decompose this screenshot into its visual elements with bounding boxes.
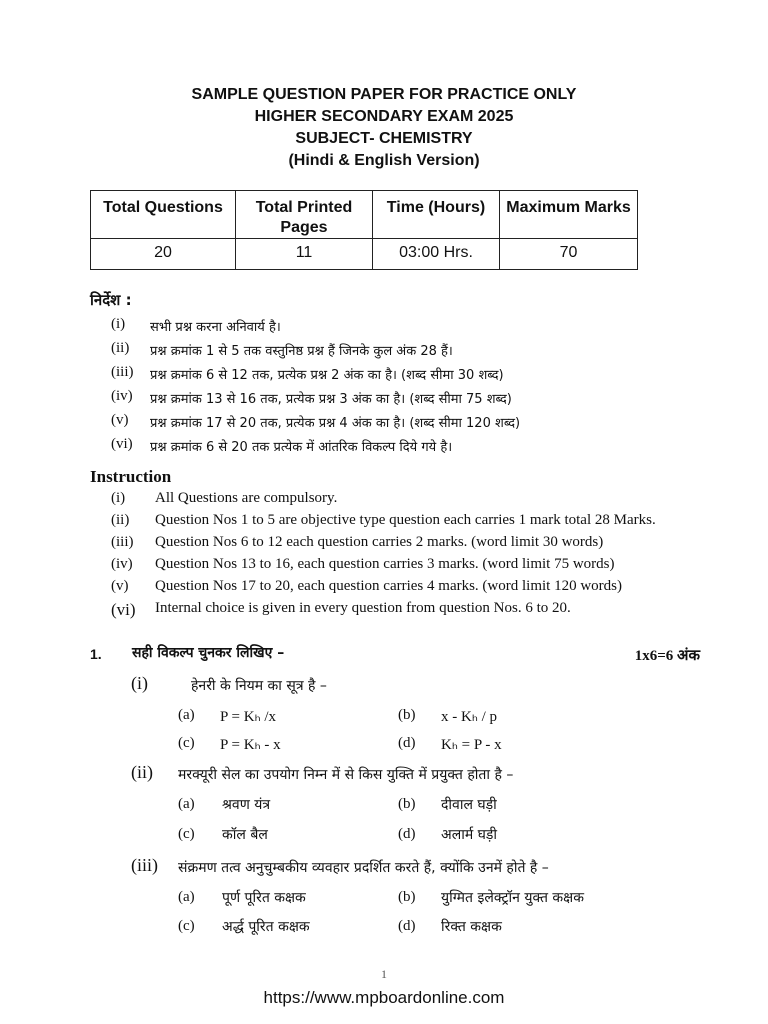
header-line-4: (Hindi & English Version): [288, 152, 480, 169]
exam-summary-table: [90, 190, 638, 270]
hindi-item-num: (ii): [111, 340, 130, 356]
option-label: (b): [398, 889, 416, 905]
paper-header: [0, 84, 768, 172]
option-text: दीवाल घड़ी: [441, 797, 497, 813]
max-marks-header: Maximum Marks: [500, 191, 638, 239]
hindi-item-num: (iii): [111, 364, 134, 380]
hindi-instructions-title: निर्देश :: [90, 291, 132, 309]
max-marks-value: 70: [500, 239, 638, 270]
english-item-text: Question Nos 13 to 16, each question carries 3 marks. (word limit 75 words): [155, 556, 615, 572]
option-text: Kₕ = P - x: [441, 737, 502, 753]
question-title: सही विकल्प चुनकर लिखिए –: [132, 645, 285, 661]
sub-question-text: संक्रमण तत्व अनुचुम्बकीय व्यवहार प्रदर्शित करते हैं, क्योंकि उनमें होते है –: [178, 860, 549, 876]
english-item-text: Question Nos 1 to 5 are objective type question each carries 1 mark total 28 Marks.: [155, 512, 656, 528]
option-text: कॉल बैल: [222, 827, 268, 843]
option-label: (b): [398, 796, 416, 812]
total-pages-value: 11: [236, 239, 373, 270]
hindi-item-num: (iv): [111, 388, 133, 404]
option-label: (b): [398, 707, 416, 723]
english-instructions-title: Instruction: [90, 467, 172, 486]
question-number: 1.: [90, 646, 102, 662]
question-marks: 1x6=6 अंक: [634, 648, 700, 664]
english-item-text: Question Nos 17 to 20, each question carries 4 marks. (word limit 120 words): [155, 578, 622, 594]
total-pages-header: Total Printed Pages: [236, 191, 373, 239]
sub-question-text: हेनरी के नियम का सूत्र है –: [191, 678, 327, 694]
sub-question-number: (iii): [131, 855, 158, 875]
sub-question-number: (i): [131, 673, 148, 693]
english-item-num: (vi): [111, 600, 136, 619]
total-questions-value: 20: [91, 239, 236, 270]
option-label: (c): [178, 918, 195, 934]
time-header: Time (Hours): [373, 191, 500, 239]
option-text: पूर्ण पूरित कक्षक: [222, 890, 306, 906]
option-text: युग्मित इलेक्ट्रॉन युक्त कक्षक: [441, 890, 584, 906]
hindi-item-text: प्रश्न क्रमांक 6 से 12 तक, प्रत्येक प्रश्न 2 अंक का है। (शब्द सीमा 30 शब्द): [150, 368, 504, 383]
sub-question-text: मरक्यूरी सेल का उपयोग निम्न में से किस युक्ति में प्रयुक्त होता है –: [178, 767, 514, 783]
option-label: (c): [178, 735, 195, 751]
option-text: अलार्म घड़ी: [441, 827, 498, 843]
footer-url: https://www.mpboardonline.com: [263, 988, 505, 1007]
option-label: (c): [178, 826, 195, 842]
option-text: रिक्त कक्षक: [441, 919, 502, 935]
option-text: श्रवण यंत्र: [222, 797, 271, 813]
page-number: 1: [381, 967, 387, 981]
option-label: (d): [398, 826, 416, 842]
option-label: (d): [398, 918, 416, 934]
summary-header-row: [91, 191, 638, 239]
header-line-3: SUBJECT- CHEMISTRY: [295, 130, 473, 147]
time-value: 03:00 Hrs.: [373, 239, 500, 270]
hindi-item-num: (v): [111, 412, 129, 428]
hindi-item-text: प्रश्न क्रमांक 13 से 16 तक, प्रत्येक प्रश्न 3 अंक का है। (शब्द सीमा 75 शब्द): [150, 392, 512, 407]
english-item-num: (v): [111, 578, 129, 594]
english-item-num: (i): [111, 490, 126, 506]
header-line-1: SAMPLE QUESTION PAPER FOR PRACTICE ONLY: [191, 86, 577, 103]
hindi-item-text: प्रश्न क्रमांक 1 से 5 तक वस्तुनिष्ठ प्रश्न हैं जिनके कुल अंक 28 हैं।: [150, 344, 453, 359]
hindi-item-num: (vi): [111, 436, 133, 452]
option-text: x - Kₕ / p: [441, 709, 498, 725]
header-line-2: HIGHER SECONDARY EXAM 2025: [254, 108, 514, 125]
hindi-item-num: (i): [111, 316, 126, 332]
english-item-text: Internal choice is given in every question from question Nos. 6 to 20.: [155, 600, 571, 616]
hindi-item-text: प्रश्न क्रमांक 17 से 20 तक, प्रत्येक प्रश्न 4 अंक का है। (शब्द सीमा 120 शब्द): [150, 416, 521, 431]
english-item-num: (ii): [111, 512, 130, 528]
option-label: (d): [398, 735, 416, 751]
option-text: P = Kₕ /x: [220, 709, 277, 725]
option-text: P = Kₕ - x: [220, 737, 281, 753]
sub-question-number: (ii): [131, 762, 153, 782]
option-label: (a): [178, 796, 195, 812]
english-item-text: All Questions are compulsory.: [155, 490, 338, 506]
english-item-text: Question Nos 6 to 12 each question carries 2 marks. (word limit 30 words): [155, 534, 604, 550]
total-questions-header: Total Questions: [91, 191, 236, 239]
summary-value-row: [91, 239, 638, 270]
english-item-num: (iv): [111, 556, 133, 572]
option-label: (a): [178, 707, 195, 723]
english-item-num: (iii): [111, 534, 134, 550]
option-text: अर्द्ध पूरित कक्षक: [222, 919, 310, 935]
hindi-item-text: प्रश्न क्रमांक 6 से 20 तक प्रत्येक में आंतरिक विकल्प दिये गये है।: [150, 440, 453, 455]
option-label: (a): [178, 889, 195, 905]
hindi-item-text: सभी प्रश्न करना अनिवार्य है।: [150, 320, 281, 335]
